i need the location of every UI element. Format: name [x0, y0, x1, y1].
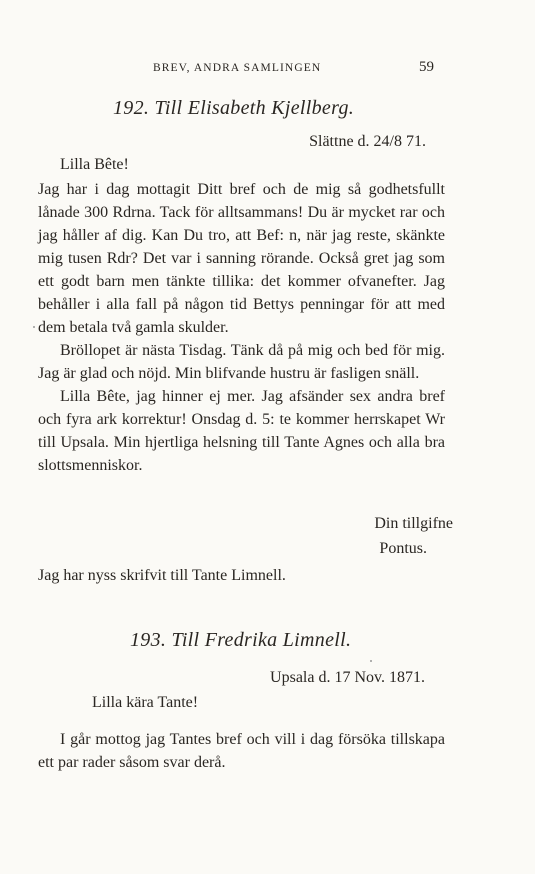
letter-192-signature: Pontus.	[379, 540, 427, 557]
letter-192-paragraph-3: Lilla Bête, jag hinner ej mer. Jag afsänder sex andra bref och fyra ark korrektur! Onsdag d. 5: te kommer herrskapet Wr till Upsala. Min hjertliga helsning till Tante Agnes och alla bra slottsmenniskor.	[38, 388, 445, 474]
letter-193-body	[38, 728, 445, 774]
page-number: 59	[419, 59, 434, 75]
running-head	[0, 61, 535, 79]
letter-192-salutation: Lilla Bête!	[60, 156, 129, 173]
letter-192-heading: 192. Till Elisabeth Kjellberg.	[113, 97, 355, 119]
print-speck	[370, 660, 372, 662]
letter-192-postscript: Jag har nyss skrifvit till Tante Limnell.	[38, 567, 286, 584]
letter-193-salutation: Lilla kära Tante!	[92, 694, 199, 711]
letter-192-paragraph-2: Bröllopet är nästa Tisdag. Tänk då på mig och bed för mig. Jag är glad och nöjd. Min blifvande hustru är fasligen snäll.	[38, 342, 445, 382]
print-speck	[33, 326, 35, 328]
letter-193-paragraph-1: I går mottog jag Tantes bref och vill i dag försöka tillskapa ett par rader såsom svar derå.	[38, 731, 445, 771]
letter-192-body	[38, 178, 445, 477]
running-title: BREV, ANDRA SAMLINGEN	[153, 62, 322, 74]
letter-193-heading: 193. Till Fredrika Limnell.	[130, 629, 352, 651]
letter-192-closing: Din tillgifne	[374, 515, 453, 532]
letter-193-date: Upsala d. 17 Nov. 1871.	[270, 669, 425, 686]
letter-192-date: Slättne d. 24/8 71.	[309, 133, 426, 150]
letter-192-paragraph-1: Jag har i dag mottagit Ditt bref och de mig så godhetsfullt lånade 300 Rdrna. Tack för alltsammans! Du är mycket rar och jag håller af dig. Kan Du tro, att Bef: n, när jag reste, skänkte mig tusen Rdr? Det var i sanning rörande. Också gret jag som ett godt barn men tänkte tillika: det kommer ofvanefter. Jag behåller i alla fall på någon tid Bettys penningar för att med dem betala två gamla skulder.	[38, 181, 445, 336]
